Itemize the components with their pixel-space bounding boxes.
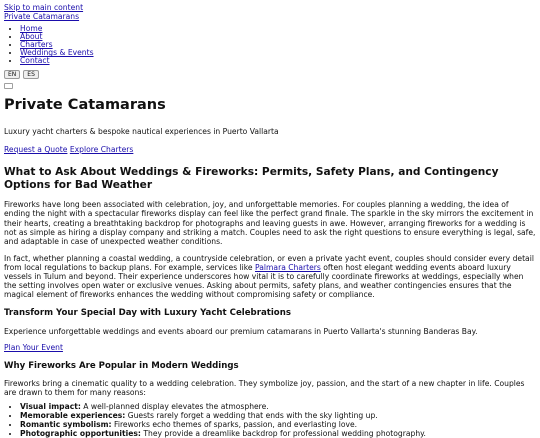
list-item-term: Visual impact: (20, 402, 81, 412)
skip-to-content-link[interactable]: Skip to main content (4, 3, 84, 12)
nav-link-contact[interactable]: Contact (20, 56, 50, 66)
hero-title: Private Catamarans (4, 97, 166, 114)
hero-tagline: Luxury yacht charters & bespoke nautical experiences in Puerto Vallarta (4, 126, 279, 136)
promo-heading: Transform Your Special Day with Luxury Yacht Celebrations (4, 308, 291, 319)
request-quote-link[interactable]: Request a Quote (4, 144, 68, 154)
list-item (20, 429, 536, 438)
nav-link-charters[interactable]: Charters (20, 40, 53, 50)
list-item-term: Memorable experiences: (20, 411, 126, 421)
promo-link-row (4, 343, 536, 352)
hero-cta-group (4, 145, 536, 154)
nav-link-about[interactable]: About (20, 32, 43, 42)
list-item (20, 402, 536, 411)
list-item-text: A well-planned display elevates the atmosphere. (80, 402, 269, 412)
paragraph-text: often host elegant wedding events aboard luxury vessels in Tulum and beyond. Their experience underscores how vital it is to carefully coordinate fireworks at weddings, especially when the setting involves open water or exclusive venues. Asking about permits, safety plans, and weather contingencies ensures that the magical element of fireworks enhances the wedding without compromising safety or compliance. (4, 262, 524, 300)
list-item (20, 411, 536, 420)
list-item-term: Photographic opportunities: (20, 429, 141, 438)
list-item-text: Guests rarely forget a wedding that ends with the sky lighting up. (125, 411, 378, 421)
nav-item-home (20, 25, 536, 33)
nav-link-weddings-events[interactable]: Weddings & Events (20, 48, 94, 58)
list-item-term: Romantic symbolism: (20, 420, 112, 430)
explore-charters-link[interactable]: Explore Charters (69, 144, 134, 154)
section-heading: Why Fireworks Are Popular in Modern Weddings (4, 360, 239, 371)
broken-image-icon (4, 83, 13, 89)
main-nav (4, 25, 536, 65)
language-es-button[interactable]: ES (23, 70, 39, 79)
article-paragraph-1: Fireworks have long been associated with celebration, joy, and unforgettable memories. For couples planning a wedding, the idea of ending the night with a spectacular fireworks display can feel like the perfect grand finale. The sparkle in the sky mirrors the excitement in their hearts, creating a breathtaking backdrop for photographs and leaving guests in awe. However, arranging fireworks for a wedding is not as simple as hiring a display company and striking a match. Couples need to ask the right questions to ensure everything is legal, safe, and adaptable in case of unexpected weather conditions. (4, 200, 536, 246)
language-switcher (4, 70, 536, 79)
list-item (20, 420, 536, 429)
nav-item-weddings-events (20, 49, 536, 57)
palmara-charters-link[interactable]: Palmara Charters (255, 262, 321, 272)
article-paragraph-2 (4, 254, 536, 300)
list-item-text: They provide a dreamlike backdrop for professional wedding photography. (140, 429, 426, 438)
language-en-button[interactable]: EN (4, 70, 20, 79)
article-title: What to Ask About Weddings & Fireworks: Permits, Safety Plans, and Contingency Options for Bad Weather (4, 165, 499, 192)
reasons-list (4, 402, 536, 438)
nav-link-home[interactable]: Home (20, 24, 43, 34)
paragraph-text: In fact, whether planning a coastal wedding, a countryside celebration, or even a private yacht event, couples should consider every detail from local regulations to backup plans. For example, services like (4, 253, 534, 272)
site-title-link[interactable]: Private Catamarans (4, 12, 80, 22)
nav-item-contact (20, 57, 536, 65)
list-item-text: Fireworks echo themes of sparks, passion, and everlasting love. (111, 420, 358, 430)
nav-item-about (20, 33, 536, 41)
plan-your-event-link[interactable]: Plan Your Event (4, 342, 63, 352)
nav-item-charters (20, 41, 536, 49)
section-intro: Fireworks bring a cinematic quality to a wedding celebration. They symbolize joy, passion, and the start of a new chapter in life. Couples are drawn to them for many reasons: (4, 379, 525, 398)
promo-text: Experience unforgettable weddings and events aboard our premium catamarans in Puerto Vallarta's stunning Banderas Bay. (4, 326, 478, 336)
